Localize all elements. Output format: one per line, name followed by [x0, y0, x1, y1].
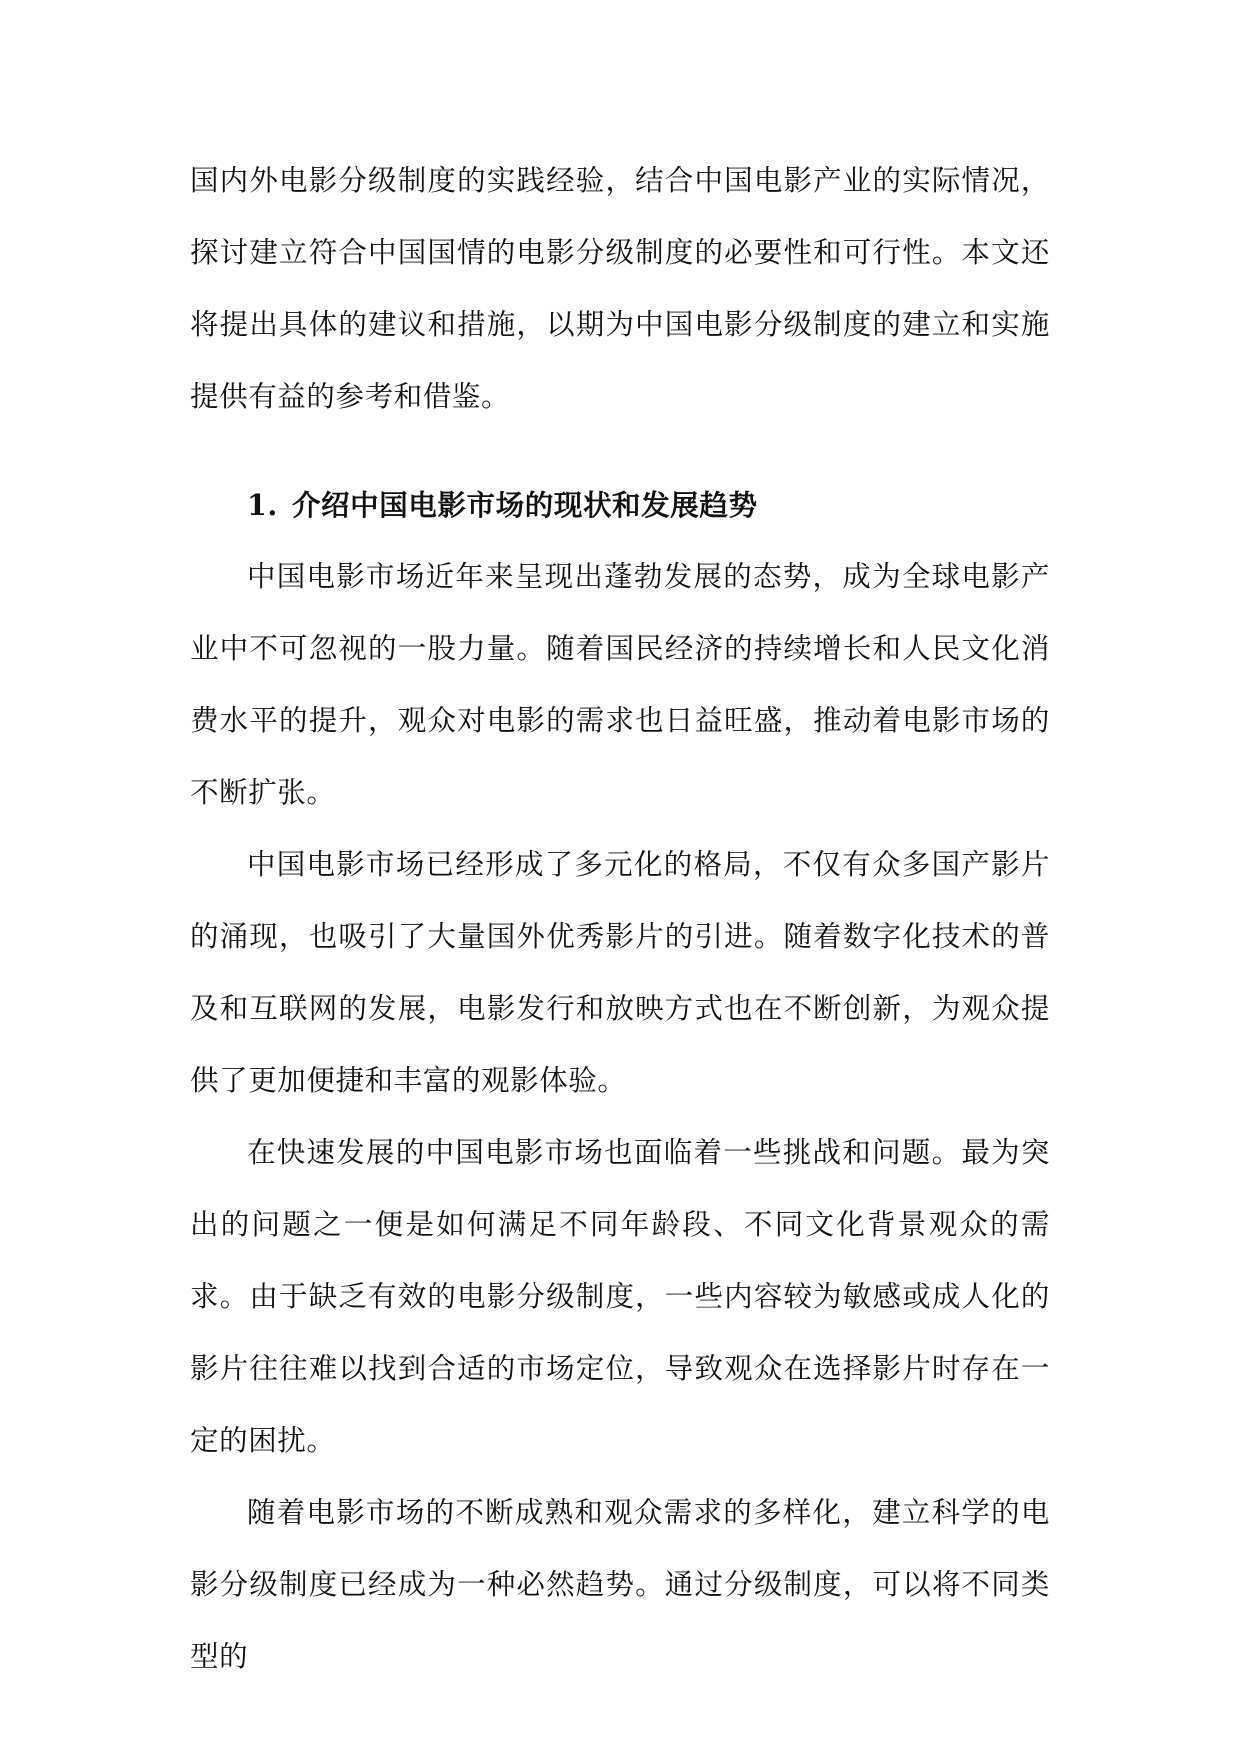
section-heading	[190, 469, 1050, 541]
body-text	[190, 145, 1050, 1693]
paragraph-2: 中国电影市场已经形成了多元化的格局，不仅有众多国产影片的涌现，也吸引了大量国外优秀影片的引进。随着数字化技术的普及和互联网的发展，电影发行和放映方式也在不断创新，为观众提供了更加便捷和丰富的观影体验。	[190, 848, 1050, 1097]
paragraph-1: 中国电影市场近年来呈现出蓬勃发展的态势，成为全球电影产业中不可忽视的一股力量。随着国民经济的持续增长和人民文化消费水平的提升，观众对电影的需求也日益旺盛，推动着电影市场的不断扩张。	[190, 560, 1050, 809]
section-title: 介绍中国电影市场的现状和发展趋势	[291, 488, 758, 522]
paragraph-3: 在快速发展的中国电影市场也面临着一些挑战和问题。最为突出的问题之一便是如何满足不同年龄段、不同文化背景观众的需求。由于缺乏有效的电影分级制度，一些内容较为敏感或成人化的影片往往难以找到合适的市场定位，导致观众在选择影片时存在一定的困扰。	[190, 1136, 1050, 1457]
section-number: 1.	[247, 488, 278, 522]
paragraph-4: 随着电影市场的不断成熟和观众需求的多样化，建立科学的电影分级制度已经成为一种必然趋势。通过分级制度，可以将不同类型的	[190, 1496, 1050, 1673]
paragraph-intro-continued: 国内外电影分级制度的实践经验，结合中国电影产业的实际情况，探讨建立符合中国国情的电影分级制度的必要性和可行性。本文还将提出具体的建议和措施，以期为中国电影分级制度的建立和实施提供有益的参考和借鉴。	[190, 164, 1050, 413]
